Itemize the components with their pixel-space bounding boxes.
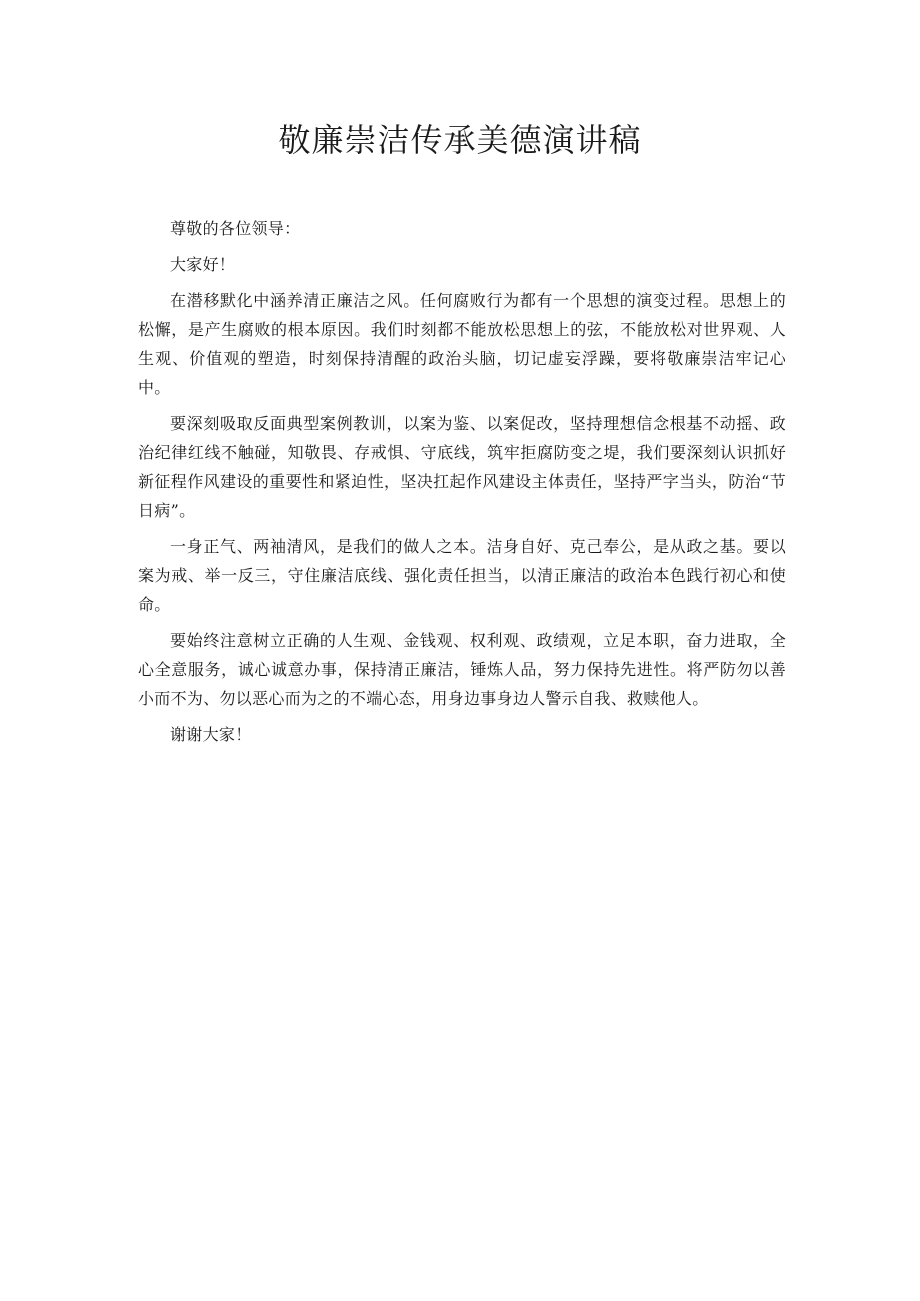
document-body xyxy=(138,214,786,756)
body-paragraph-4: 要始终注意树立正确的人生观、金钱观、权利观、政绩观，立足本职，奋力进取，全心全意服务，诚心诚意办事，保持清正廉洁，锤炼人品，努力保持先进性。将严防勿以善小而不为、勿以恶心而为之的不端心态，用身边事身边人警示自我、救赎他人。 xyxy=(138,631,786,708)
closing: 谢谢大家！ xyxy=(170,725,252,744)
body-paragraph-1: 在潜移默化中涵养清正廉洁之风。任何腐败行为都有一个思想的演变过程。思想上的松懈，是产生腐败的根本原因。我们时刻都不能放松思想上的弦，不能放松对世界观、人生观、价值观的塑造，时刻保持清醒的政治头脑，切记虚妄浮躁，要将敬廉崇洁牢记心中。 xyxy=(138,291,786,397)
document-title: 敬廉崇洁传承美德演讲稿 xyxy=(278,121,642,159)
salutation: 尊敬的各位领导： xyxy=(170,219,301,238)
greeting: 大家好！ xyxy=(170,255,236,274)
body-paragraph-2: 要深刻吸取反面典型案例教训，以案为鉴、以案促改，坚持理想信念根基不动摇、政治纪律红线不触碰，知敬畏、存戒惧、守底线，筑牢拒腐防变之堤，我们要深刻认识抓好新征程作风建设的重要性和紧迫性，坚决扛起作风建设主体责任，坚持严字当头，防治“节日病”。 xyxy=(138,414,786,520)
body-paragraph-3: 一身正气、两袖清风，是我们的做人之本。洁身自好、克己奉公，是从政之基。要以案为戒、举一反三，守住廉洁底线、强化责任担当，以清正廉洁的政治本色践行初心和使命。 xyxy=(138,537,786,614)
